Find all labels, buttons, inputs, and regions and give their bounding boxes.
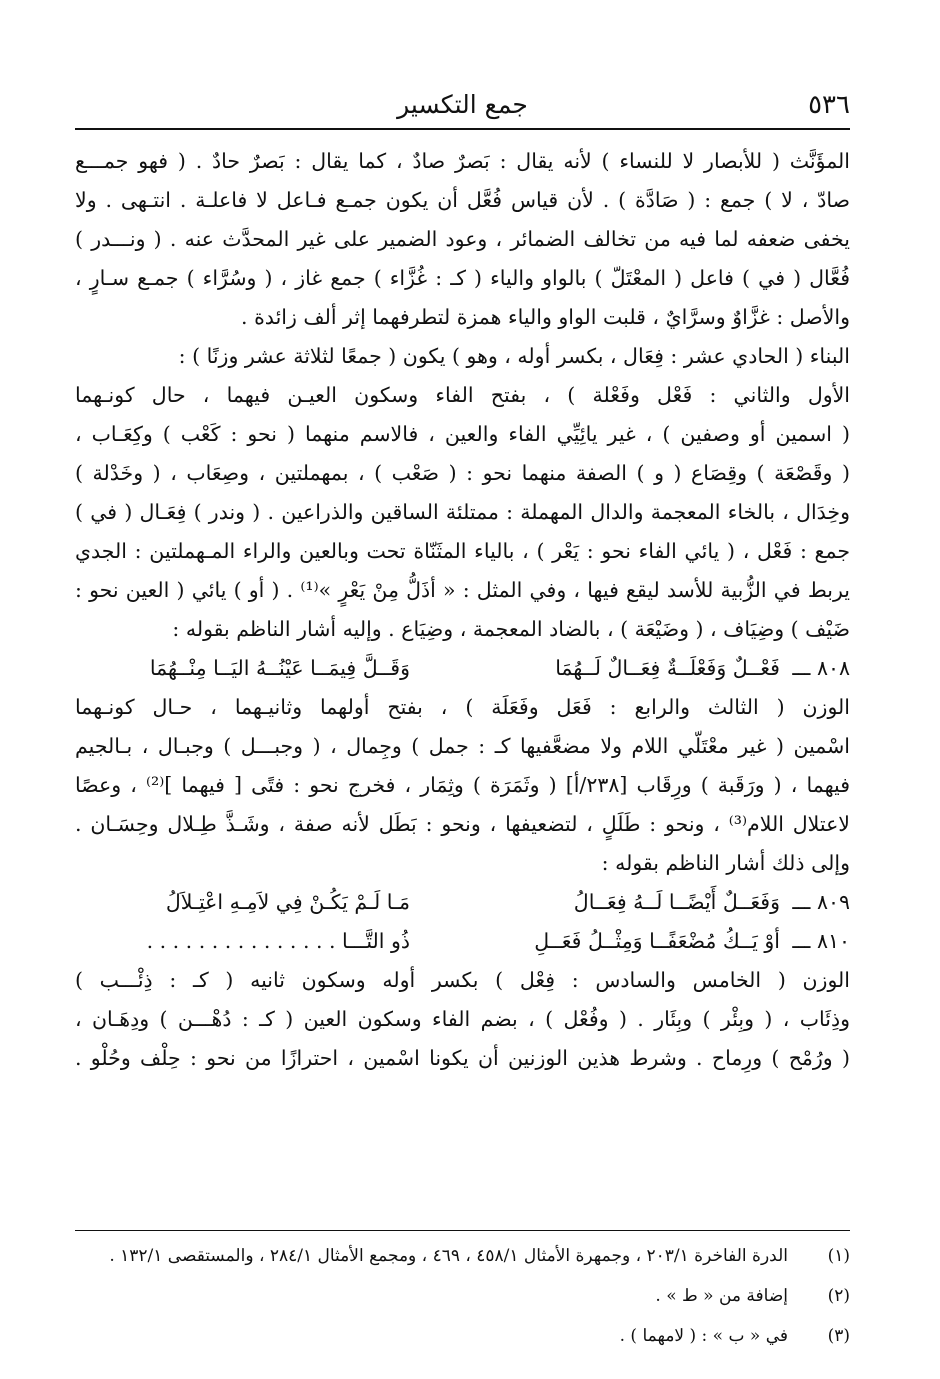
verse-number: ٨٠٩ ـــ	[792, 890, 850, 914]
page-number: ٥٣٦	[808, 90, 850, 120]
text-line: جمع : فَعْل ، ( يائي الفاء نحو : يَعْر ) ، بالياء المثَنّاة تحت وبالعين والراء المـهملتين : الجدي	[75, 539, 850, 563]
verse-second-hemistich: وَقَــلَّ فِيمَــا عَيْنُــهُ اليَــا مِنْــهُمَا	[149, 656, 410, 680]
footnotes	[75, 1236, 850, 1356]
verse-808	[75, 649, 850, 688]
text-line: ( وقَصْعَة ) وقِصَاع ( و ) الصفة منهما نحو : ( صَعْب ) ، بمهملتين ، وصِعَاب ، ( وخَدْلة )	[75, 461, 850, 485]
text-line: ضَيْف ) وضِيَاف ، ( وضَيْعَة ) ، بالضاد المعجمة ، وضِيَاع . وإليه أشار الناظم بقوله :	[172, 617, 850, 641]
verse-second-hemistich: ذُو التَّـــا . . . . . . . . . . . . . . .	[146, 929, 410, 953]
footnote	[75, 1236, 850, 1276]
text-line: اسْمين ( غير معْتَلّي اللام ولا مضعَّفيها كـ : جمل ) وجِمال ، ( وجبـــل ) وجبـال ، بـالجيم	[75, 734, 850, 758]
text-line: وذِئَاب ، ( وبِئْر ) وبِئَار . ( وفُعْل ) ، بضم الفاء وسكون العين ( كـ : دُهْـــن ) ودِهَـان ،	[75, 1007, 850, 1031]
text-line: فيهما ، ( ورَقَبة ) ورِقَاب [٢٣٨/أ] ( وثَمَرَة ) وثِمَار ، فخرج نحو : فتًى [ فيهما ]⁽²⁾ ، وعصًا	[75, 773, 850, 797]
verse-number: ٨٠٨ ـــ	[792, 656, 850, 680]
footnote	[75, 1276, 850, 1316]
footnote-text: في « ب » : ( لامهما ) .	[619, 1326, 788, 1346]
text-line: يربط في الزُّبية للأسد ليقع فيها ، وفي المثل : « أذَلُّ مِنْ يَعْرٍ »⁽¹⁾ . ( أو ) يائي ( العين نحو :	[75, 578, 850, 602]
text-line: البناء ( الحادي عشر : فِعَال ، بكسر أوله ، وهو ) يكون ( جمعًا لثلاثة عشر وزنًا ) :	[178, 344, 850, 368]
footnote-text: إضافة من « ط » .	[655, 1286, 788, 1306]
text-line: والأصل : غزَّاوٌ وسرَّايٌ ، قلبت الواو والياء همزة لتطرفهما إثر ألف زائدة .	[241, 305, 850, 329]
footnote-text: الدرة الفاخرة ٢٠٣/١ ، وجمهرة الأمثال ٤٥٨/١ ، ٤٦٩ ، ومجمع الأمثال ٢٨٤/١ ، والمستقصى ١٣٢/١ .	[109, 1246, 788, 1266]
text-line: صادّ ، لا ) جمع : ( صَادَّة ) . لأن قياس فُعَّل أن يكون جمـع فـاعل لا فاعلـة . انتـهى . ولا	[75, 188, 850, 212]
text-line: ( اسمين أو وصفين ) ، غير يائِيِّي الفاء والعين ، فالاسم منهما ( نحو : كَعْب ) وكِعَـاب ،	[75, 422, 850, 446]
footnote	[75, 1316, 850, 1356]
text-line: لاعتلال اللام⁽³⁾ ، ونحو : طَلَلٍ ، لتضعيفها ، ونحو : بَطَل لأنه صفة ، وشَـذَّ طِـلال وحِسَـان .	[75, 812, 850, 836]
text-line: المؤَنَّث ( للأبصار لا للنساء ) لأنه يقال : بَصرٌ صادٌ ، كما يقال : بَصرٌ حادٌ . ( فهو جمـــع	[75, 149, 850, 173]
verse-first-hemistich: فَعْــلٌ وَفَعْلَــةٌ فِعَــالٌ لَــهُمَا	[555, 656, 780, 680]
running-title: جمع التكسير	[397, 90, 528, 119]
text-line: فُعَّال ( في ) فاعل ( المعْتَلّ ) بالواو والياء ( كـ : غُزَّاء ) جمع غاز ، ( وسُرَّاء ) جمـع سـارٍ ،	[75, 266, 850, 290]
text-line: ( ورُمْح ) ورِماح . وشرط هذين الوزنين أن يكونا اسْمين ، احترازًا من نحو : حِلْف وحُلْو .	[75, 1046, 850, 1070]
verse-810	[75, 922, 850, 961]
verse-number: ٨١٠ ـــ	[792, 929, 850, 953]
footnote-number: (٣)	[827, 1326, 850, 1346]
verse-first-hemistich: وَفَعَــلٌ أَيْضًــا لَــهُ فِعَــالُ	[573, 890, 780, 914]
page-header	[75, 88, 850, 130]
footnote-number: (١)	[827, 1246, 850, 1266]
verse-first-hemistich: أوْ يَــكُ مُضْعَفًــا وَمِثْــلُ فَعَــلِ	[534, 929, 780, 953]
text-line: الأول والثاني : فَعْل وفَعْلة ) ، بفتح الفاء وسكون العيـن فيهما ، حال كونـهما	[75, 383, 850, 407]
text-line: يخفى ضعفه لما فيه من تخالف الضمائر ، وعود الضمير على غير المحدَّث عنه . ( ونـــدر )	[75, 227, 850, 251]
verse-809	[75, 883, 850, 922]
footnote-number: (٢)	[827, 1286, 850, 1306]
footnote-divider	[75, 1230, 850, 1231]
text-line: وخِدَال ، بالخاء المعجمة والدال المهملة : ممتلئة الساقين والذراعين . ( وندر ) فِعَـال ( في )	[75, 500, 850, 524]
text-line: الوزن ( الثالث والرابع : فَعَل وفَعَلَة ) ، بفتح أولهما وثانيـهما ، حـال كونـهما	[75, 695, 850, 719]
text-line: وإلى ذلك أشار الناظم بقوله :	[601, 851, 850, 875]
main-text	[75, 142, 850, 1078]
verse-second-hemistich: مَـا لَـمْ يَكُـنْ فِي لاَمِـهِ اعْتِـلاَلُ	[165, 890, 410, 914]
text-line: الوزن ( الخامس والسادس : فِعْل ) بكسر أوله وسكون ثانيه ( كـ : ذِئْـــب )	[75, 968, 850, 992]
